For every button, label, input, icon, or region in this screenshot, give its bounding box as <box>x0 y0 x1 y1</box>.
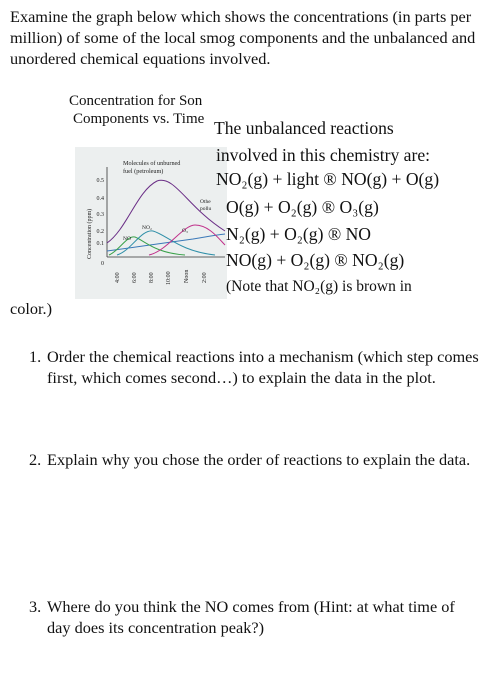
question-number: 1. <box>29 347 42 366</box>
reaction-3: N₂(g) + O₂(g) ® NO <box>226 224 372 244</box>
x-tick-label: 8:00 <box>149 272 155 283</box>
figure-title-line1: Concentration for Son <box>69 93 203 109</box>
label-no2: NO₂ <box>142 225 152 231</box>
reaction-note: (Note that NO₂(g) is brown in <box>226 278 412 295</box>
question-text: Where do you think the NO comes from (Hint: at what time of day does its concentration peak?) <box>47 597 455 637</box>
question-3 <box>29 596 481 638</box>
reactions-heading-line2: involved in this chemistry are: <box>216 145 431 165</box>
reaction-2: O(g) + O₂(g) ® O₃(g) <box>226 197 379 217</box>
x-tick-label: 2:00 <box>202 272 208 283</box>
reactions-heading-line1: The unbalanced reactions <box>214 118 394 138</box>
y-tick-label: 0.1 <box>96 241 104 247</box>
y-axis-title: Concentration (ppm) <box>87 208 93 259</box>
question-2 <box>29 449 481 470</box>
y-tick-label: 0 <box>101 261 104 267</box>
y-tick-label: 0.5 <box>96 178 104 184</box>
smog-concentration-chart <box>75 147 227 299</box>
label-no: NO <box>123 236 131 242</box>
x-tick-label: 6:00 <box>132 272 138 283</box>
label-other: Othe <box>200 199 211 205</box>
reaction-4: NO(g) + O₂(g) ® NO₂(g) <box>226 250 405 270</box>
x-tick-label: 4:00 <box>115 272 121 283</box>
question-number: 3. <box>29 597 42 616</box>
intro-paragraph: Examine the graph below which shows the concentrations (in parts per million) of some of the local smog components and the unbalanced and unordered chemical equations involved. <box>10 7 476 68</box>
y-tick-label: 0.3 <box>96 212 104 218</box>
smog-chart-panel <box>75 147 227 299</box>
reaction-1: NO₂(g) + light ® NO(g) + O(g) <box>216 169 440 189</box>
question-text: Order the chemical reactions into a mechanism (which step comes first, which comes second…) to explain the data in the plot. <box>47 347 479 387</box>
y-tick-label: 0.2 <box>96 229 104 235</box>
x-tick-label: Noon <box>184 269 190 283</box>
question-text: Explain why you chose the order of reactions to explain the data. <box>47 450 471 469</box>
question-1 <box>29 346 481 388</box>
label-other-line2: pollu <box>200 206 212 212</box>
question-number: 2. <box>29 450 42 469</box>
x-tick-label: 10:00 <box>166 271 172 285</box>
legend-fuel-line2: fuel (petroleum) <box>123 168 164 175</box>
y-tick-label: 0.4 <box>96 196 104 202</box>
label-o3: O₃ <box>182 228 188 234</box>
figure-title-line2: Components vs. Time <box>73 111 205 127</box>
legend-fuel-line1: Molecules of unburned <box>123 160 181 167</box>
color-text: color.) <box>10 299 53 318</box>
